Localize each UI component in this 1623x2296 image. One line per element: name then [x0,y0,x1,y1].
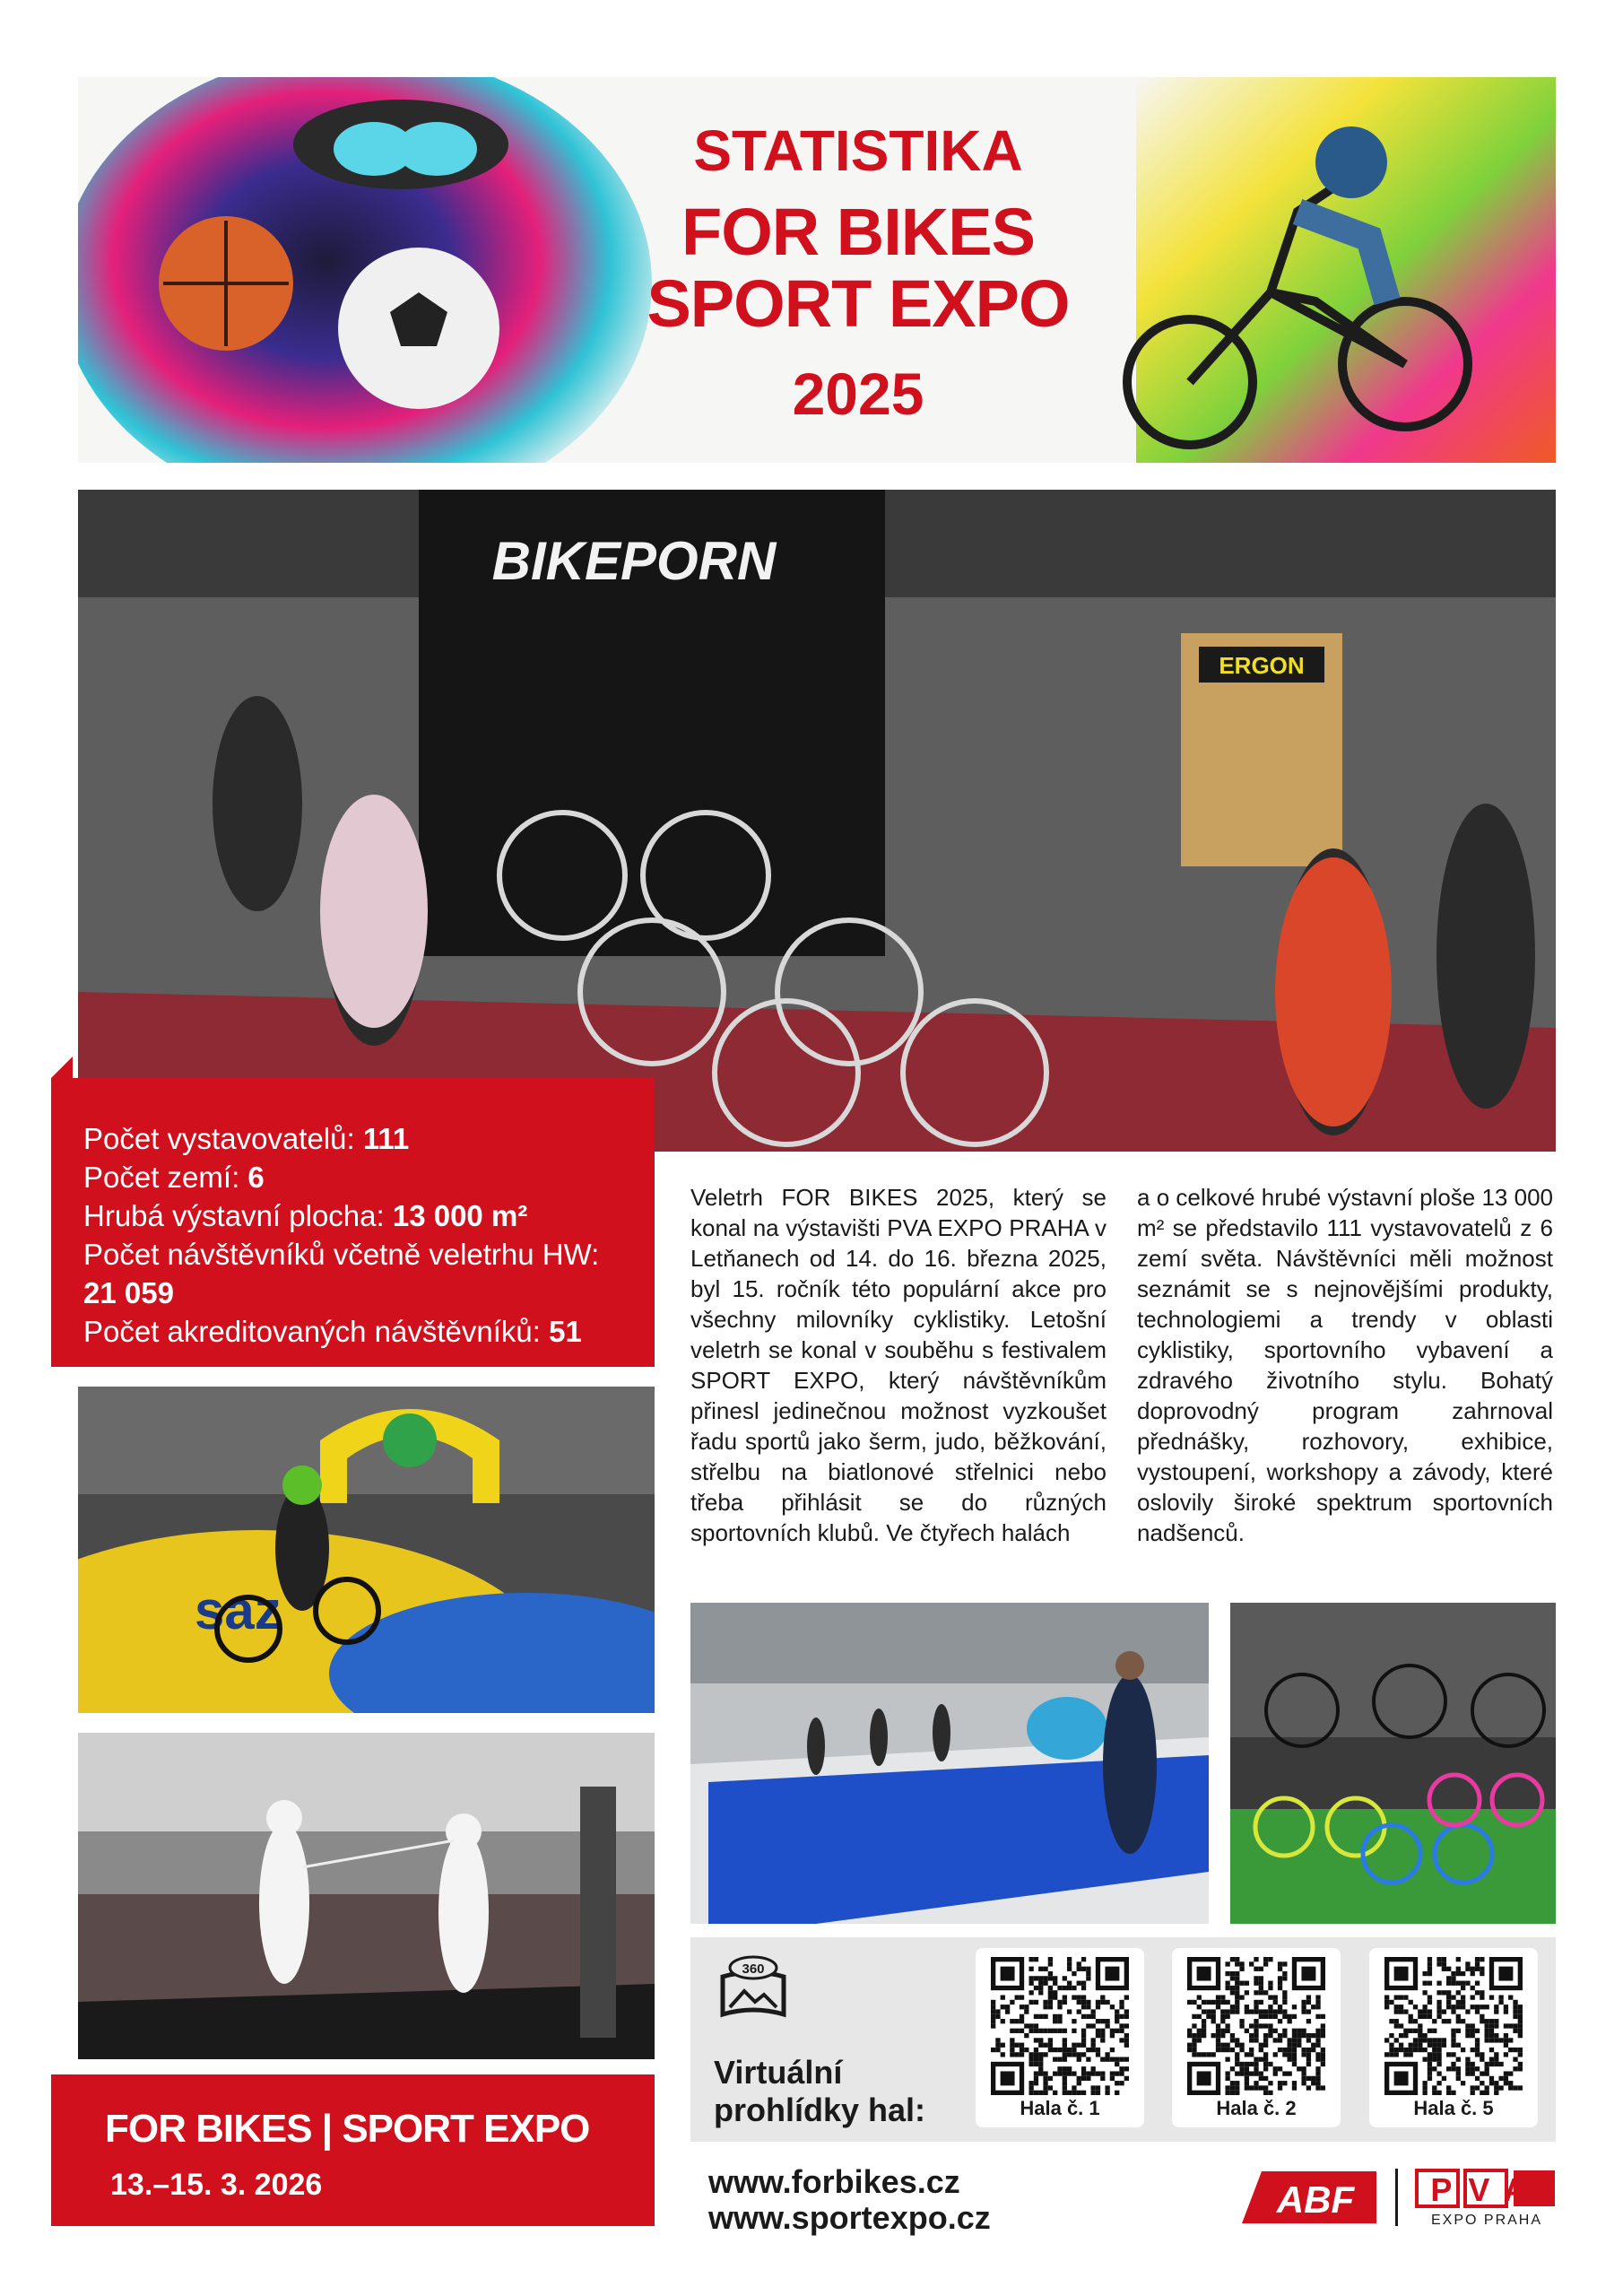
stat-countries: Počet zemí: 6 [83,1161,265,1194]
stat-exhibitors: Počet vystavovatelů: 111 [83,1122,410,1155]
panorama-360-icon [717,1955,789,2025]
page-title [616,118,1100,427]
photo-cross-country-skiing [690,1603,1209,1924]
article-column-2: a o celkové hrubé výstavní ploše 13 000 m² se představilo 111 vystavovatelů z 6 zemí světa. Návštěvníci měli možnost seznámit se s nejnovějšími produkty, technologiemi a trendy v oblasti cyklistiky, sportovního vybavení a zdravého životního stylu. Bohatý doprovodný program zahrnoval přednášky, rozhovory, exhibice, vystoupení, workshopy a závody, které oslovily široké spektrum sportovních nadšenců. [1137,1184,1553,1546]
qr-label-hall-5: Hala č. 5 [1413,2097,1494,2119]
pva-expo-logo [1415,2169,1558,2226]
footer-brand-box [51,2074,655,2226]
qr-card-hall-5[interactable] [1369,1948,1538,2127]
footer-next-dates: 13.–15. 3. 2026 [110,2168,323,2202]
footer-brand-name: FOR BIKES | SPORT EXPO [105,2107,590,2151]
photo-kids-bikes [1230,1603,1556,1924]
link-sportexpo[interactable]: www.sportexpo.cz [708,2199,991,2236]
abf-logo [1242,2171,1376,2223]
stat-area: Hrubá výstavní plocha: 13 000 m² [83,1199,528,1232]
virtual-tour-title: Virtuální prohlídky hal: [714,2054,926,2128]
stat-visitors: Počet návštěvníků včetně veletrhu HW: 21 059 [83,1238,600,1309]
title-statistika: STATISTIKA [693,118,1023,183]
qr-label-hall-2: Hala č. 2 [1216,2097,1297,2119]
pva-logo-text: PVA [1430,2171,1543,2208]
icon-360-label: 360 [742,1961,765,1977]
virtual-tour-panel [690,1937,1556,2142]
qr-card-hall-2[interactable] [1172,1948,1341,2127]
link-forbikes[interactable]: www.forbikes.cz [708,2163,960,2200]
qr-code-icon[interactable] [1187,1957,1325,2095]
logo-divider [1395,2169,1398,2226]
abf-logo-text: ABF [1276,2179,1355,2221]
ergon-sign-text: ERGON [1219,652,1305,679]
stat-accredited: Počet akreditovaných návštěvníků: 51 [83,1315,582,1348]
header-banner [78,77,1556,463]
stats-box [51,1078,655,1367]
qr-label-hall-1: Hala č. 1 [1020,2097,1100,2119]
title-sport-expo: SPORT EXPO [647,266,1070,341]
pumptrack-banner-text: saz [195,1580,282,1640]
qr-code-icon[interactable] [1384,1957,1523,2095]
qr-code-icon[interactable] [991,1957,1129,2095]
photo-fencing [78,1733,655,2059]
main-photo-bike-booths [78,490,1556,1152]
bikeporn-sign-text: BIKEPORN [491,531,777,591]
title-year: 2025 [792,361,924,427]
stats-box-corner [51,1057,73,1078]
article-column-1: Veletrh FOR BIKES 2025, který se konal na výstavišti PVA EXPO PRAHA v Letňanech od 14. do 16. března 2025, byl 15. ročník této populární akce pro všechny milovníky cyklistiky. Letošní veletrh se konal v souběhu s festivalem SPORT EXPO, který návštěvníkům přinesl jedinečnou možnost vyzkoušet řadu sportů jako šerm, judo, běžkování, střelbu na biatlonové střelnici nebo třeba přihlásit se do různých sportovních klubů. Ve čtyřech halách [690,1184,1107,1546]
pva-logo-subtitle: EXPO PRAHA [1430,2213,1543,2226]
title-for-bikes: FOR BIKES [681,195,1035,269]
photo-pumptrack [78,1387,655,1713]
qr-card-hall-1[interactable] [976,1948,1144,2127]
